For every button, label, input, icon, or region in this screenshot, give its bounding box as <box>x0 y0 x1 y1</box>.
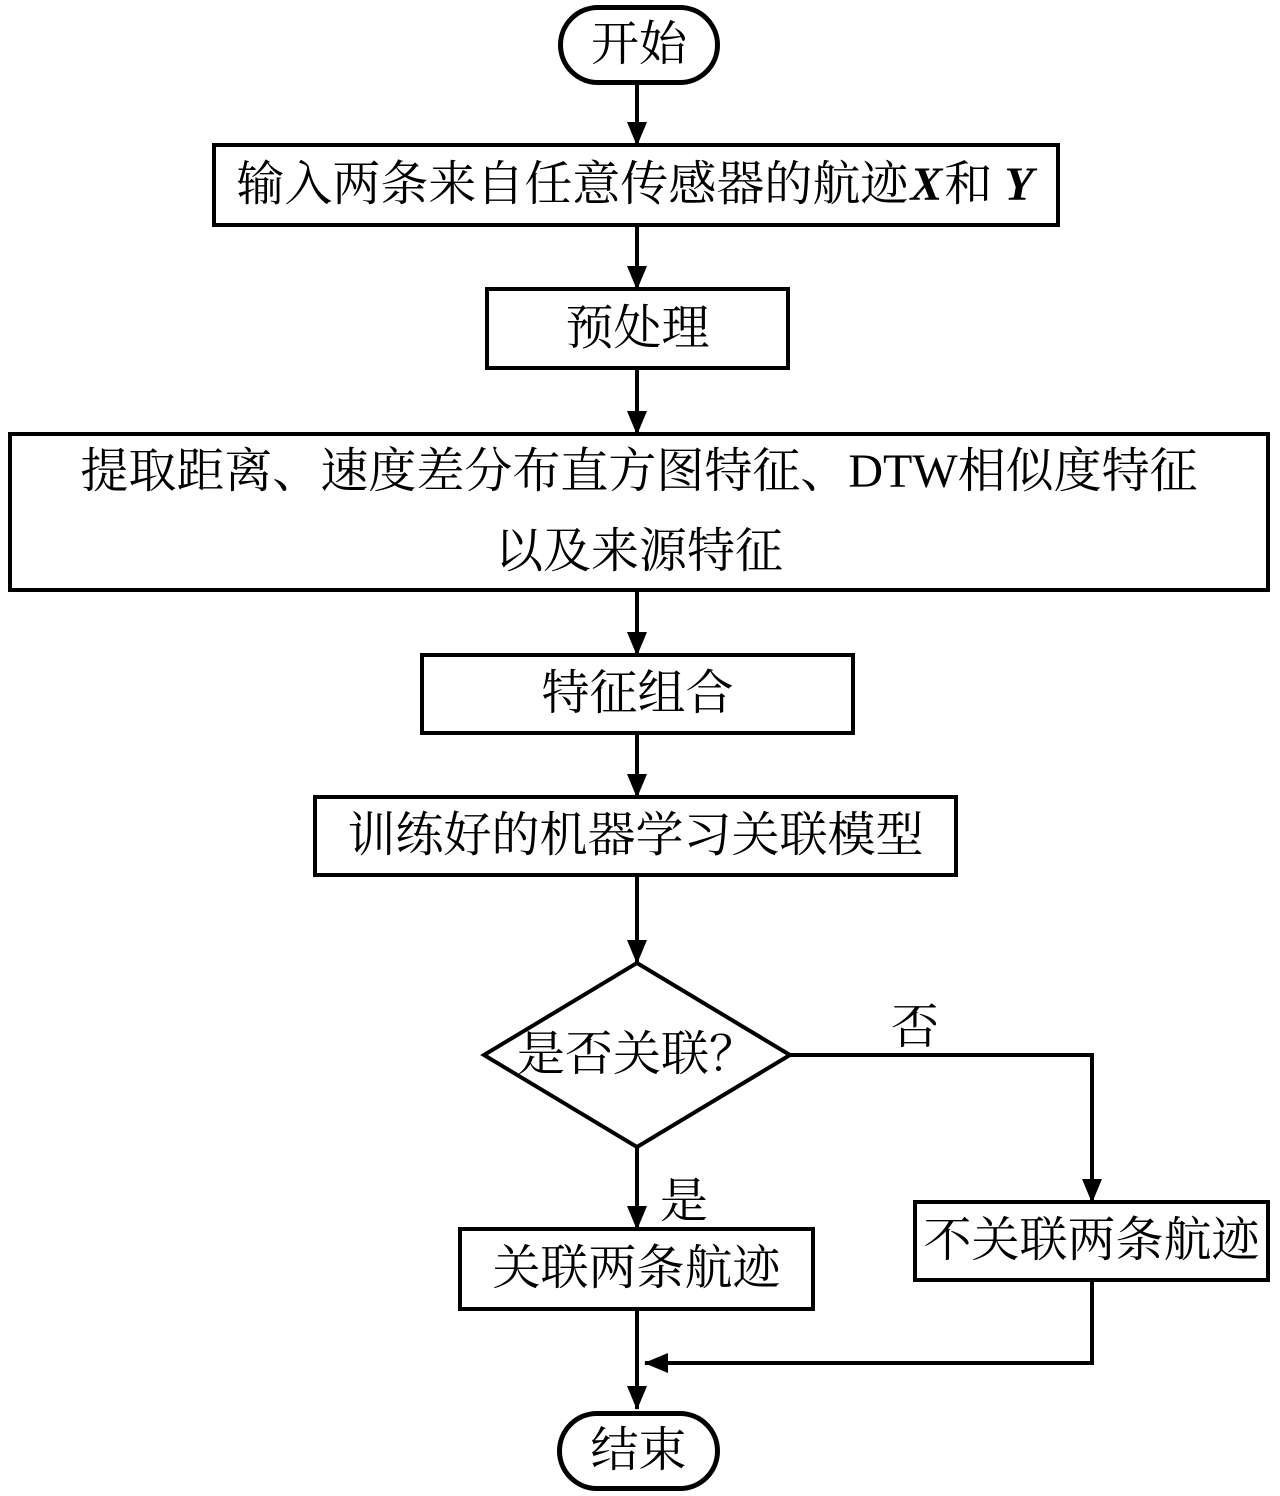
trained-model-label: 训练好的机器学习关联模型 <box>347 809 924 862</box>
input-variable-y: Y <box>1004 158 1034 211</box>
not-associate-label: 不关联两条航迹 <box>923 1214 1260 1267</box>
input-label-prefix: 输入两条来自任意传感器的航迹 <box>236 158 909 211</box>
node-start <box>558 5 720 85</box>
node-trained-model <box>313 795 958 877</box>
node-associate-tracks <box>458 1227 815 1311</box>
arrow-decision-no-to-not-associate <box>790 1055 1092 1202</box>
associate-label: 关联两条航迹 <box>492 1242 781 1295</box>
node-end <box>557 1411 720 1491</box>
node-not-associate-tracks <box>913 1200 1270 1282</box>
edge-label-yes: 是 <box>660 1175 709 1228</box>
node-feature-combine <box>420 653 855 735</box>
start-label: 开始 <box>590 18 687 71</box>
decision-label: 是否关联？ <box>516 1028 757 1081</box>
edge-label-no: 否 <box>891 1001 940 1054</box>
node-preprocess <box>485 287 790 370</box>
node-decision-label <box>487 1025 787 1085</box>
input-label-conjunction: 和 <box>944 158 993 211</box>
preprocess-label: 预处理 <box>565 301 710 355</box>
extract-label-line1: 提取距离、速度差分布直方图特征、DTW相似度特征 <box>80 445 1198 498</box>
feature-combine-label: 特征组合 <box>541 667 734 720</box>
end-label: 结束 <box>590 1424 687 1477</box>
input-variable-x: X <box>910 158 943 211</box>
node-input-tracks <box>212 143 1060 227</box>
node-extract-features <box>8 432 1270 592</box>
extract-label-line2: 以及来源特征 <box>494 525 783 578</box>
